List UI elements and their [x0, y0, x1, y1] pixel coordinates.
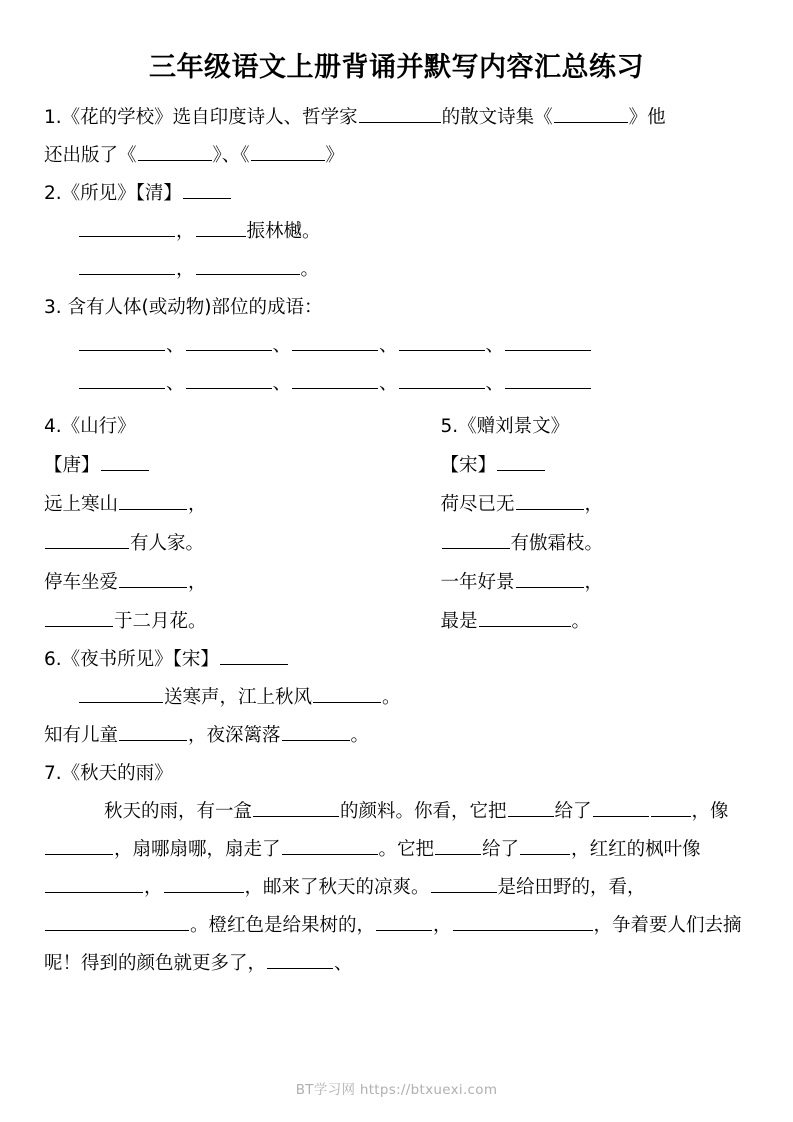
q1-text-f: 》	[325, 145, 345, 167]
q7-p2: 的颜料。你看，它把	[340, 801, 507, 823]
answer-blank[interactable]	[45, 873, 143, 893]
q4-line-4	[44, 602, 397, 641]
q7-p7: 给了	[482, 839, 520, 861]
q3-sep: 、	[485, 373, 505, 395]
q5-author: 【宋】	[440, 455, 497, 477]
q7-p1: 秋天的雨，有一盒	[104, 801, 253, 823]
answer-blank[interactable]	[435, 835, 481, 855]
q6-l1-b: 。	[382, 687, 401, 709]
q3-sep: 、	[272, 373, 292, 395]
answer-blank[interactable]	[516, 568, 584, 588]
answer-blank[interactable]	[267, 949, 333, 969]
q5-author-line	[441, 446, 750, 485]
question-6-line-1	[44, 679, 749, 717]
q5-l3-end: ，	[584, 572, 604, 594]
q2-title: 2.《所见》【清】	[44, 183, 182, 205]
q7-p9: 红红的枫叶像	[589, 839, 701, 861]
q7-p4: ，像	[691, 801, 729, 823]
q5-line-4	[441, 602, 750, 641]
answer-blank[interactable]	[79, 331, 165, 351]
question-7-body	[44, 793, 749, 983]
q5-l1-text: 荷尽已无	[440, 494, 515, 516]
answer-blank[interactable]	[196, 217, 246, 237]
q4-l4-text: 于二月花。	[114, 611, 207, 633]
answer-blank[interactable]	[164, 873, 244, 893]
q7-p6: 。它把	[378, 839, 435, 861]
answer-blank[interactable]	[251, 141, 325, 161]
q2-l2-b: 。	[300, 259, 320, 281]
answer-blank[interactable]	[376, 911, 432, 931]
answer-blank[interactable]	[79, 683, 163, 703]
answer-blank[interactable]	[516, 490, 584, 510]
answer-blank[interactable]	[313, 683, 381, 703]
answer-blank[interactable]	[79, 369, 165, 389]
answer-blank[interactable]	[505, 369, 591, 389]
q5-line-3	[441, 563, 750, 602]
q4-l2-text: 有人家。	[130, 533, 205, 555]
q1-text-b: 的散文诗集《	[441, 107, 553, 129]
q3-sep: 、	[272, 335, 292, 357]
q7-p15: ，争着要人们去摘呢！得到的颜色就更多了，	[44, 915, 742, 975]
q7-p13: 。橙红色是给果树的，	[190, 915, 376, 937]
q6-l1-a: 送寒声，江上秋风	[164, 687, 313, 709]
answer-blank[interactable]	[45, 607, 113, 627]
answer-blank[interactable]	[431, 873, 497, 893]
answer-blank[interactable]	[593, 797, 649, 817]
answer-blank[interactable]	[196, 255, 300, 275]
question-2	[44, 175, 749, 213]
q5-title: 5.《赠刘景文》	[440, 416, 570, 438]
answer-blank[interactable]	[138, 141, 212, 161]
q3-sep: 、	[166, 335, 185, 357]
q4-l1-end: ，	[188, 494, 207, 516]
answer-blank[interactable]	[399, 369, 485, 389]
answer-blank[interactable]	[101, 451, 149, 471]
answer-blank[interactable]	[253, 797, 339, 817]
q1-text-a: 1.《花的学校》选自印度诗人、哲学家	[44, 107, 358, 129]
poem-columns	[44, 407, 749, 641]
q4-author-line	[44, 446, 397, 485]
q5-l1-end: ，	[584, 494, 604, 516]
question-2-line-2	[44, 251, 749, 289]
q6-l2-b: ，夜深篱落	[188, 725, 281, 747]
q4-line-3	[44, 563, 397, 602]
answer-blank[interactable]	[292, 331, 378, 351]
answer-blank[interactable]	[186, 369, 272, 389]
answer-blank[interactable]	[442, 529, 510, 549]
q6-l2-c: 。	[350, 725, 370, 747]
question-6	[44, 641, 749, 679]
q6-title: 6.《夜书所见》【宋】	[44, 649, 219, 671]
answer-blank[interactable]	[45, 529, 129, 549]
q4-title: 4.《山行》	[44, 416, 136, 438]
question-1-cont	[44, 137, 749, 175]
q1-text-e: 》、《	[212, 145, 250, 167]
answer-blank[interactable]	[183, 179, 231, 199]
answer-blank[interactable]	[651, 797, 691, 817]
answer-blank[interactable]	[479, 607, 571, 627]
question-3-row-1	[44, 327, 749, 365]
q2-l1-b: 振林樾。	[246, 221, 321, 243]
answer-blank[interactable]	[508, 797, 554, 817]
question-3	[44, 289, 749, 327]
answer-blank[interactable]	[119, 721, 187, 741]
question-6-line-2	[44, 717, 749, 755]
q6-l2-a: 知有儿童	[44, 725, 119, 747]
q3-sep: 、	[485, 335, 505, 357]
q2-l2-a: ，	[176, 259, 195, 281]
question-3-row-2	[44, 365, 749, 403]
answer-blank[interactable]	[505, 331, 591, 351]
question-2-line-1	[44, 213, 749, 251]
q2-l1-a: ，	[176, 221, 195, 243]
q3-sep: 、	[166, 373, 185, 395]
q1-text-c: 》他	[628, 107, 666, 129]
q7-p5: ，扇哪扇哪，扇走了	[114, 839, 281, 861]
q7-title: 7.《秋天的雨》	[44, 763, 173, 785]
q7-p10: ，	[144, 877, 163, 899]
q5-l4-text: 最是	[440, 611, 478, 633]
answer-blank[interactable]	[45, 835, 113, 855]
answer-blank[interactable]	[520, 835, 570, 855]
answer-blank[interactable]	[453, 911, 593, 931]
footer-watermark: BT学习网 https://btxuexi.com	[295, 1082, 498, 1098]
q5-line-2	[441, 524, 750, 563]
answer-blank[interactable]	[554, 103, 628, 123]
q1-text-d: 还出版了《	[44, 145, 137, 167]
answer-blank[interactable]	[399, 331, 485, 351]
q5-line-1	[441, 485, 750, 524]
question-4-column	[44, 407, 397, 641]
q4-author: 【唐】	[44, 455, 100, 477]
answer-blank[interactable]	[186, 331, 272, 351]
page-title: 三年级语文上册背诵并默写内容汇总练习	[149, 52, 644, 83]
q4-l3-end: ，	[188, 572, 207, 594]
answer-blank[interactable]	[359, 103, 441, 123]
answer-blank[interactable]	[220, 645, 288, 665]
q3-title: 3. 含有人体(或动物)部位的成语：	[44, 297, 323, 319]
answer-blank[interactable]	[292, 369, 378, 389]
answer-blank[interactable]	[119, 490, 187, 510]
q3-sep: 、	[379, 335, 398, 357]
answer-blank[interactable]	[79, 217, 175, 237]
q7-p14: ，	[433, 915, 452, 937]
q7-p3: 给了	[554, 801, 592, 823]
answer-blank[interactable]	[79, 255, 175, 275]
q7-p16: 、	[334, 953, 353, 975]
q3-sep: 、	[379, 373, 398, 395]
answer-blank[interactable]	[119, 568, 187, 588]
question-7	[44, 755, 749, 793]
q5-l3-text: 一年好景	[440, 572, 515, 594]
q5-l4-end: 。	[571, 611, 591, 633]
q4-l3-text: 停车坐爱	[44, 572, 119, 594]
answer-blank[interactable]	[282, 721, 350, 741]
answer-blank[interactable]	[282, 835, 378, 855]
q7-p8: ，	[571, 839, 590, 861]
q4-line-2	[44, 524, 397, 563]
q7-p12: 是给田野的，看，	[497, 877, 646, 899]
q4-line-1	[44, 485, 397, 524]
q5-l2-text: 有傲霜枝。	[510, 533, 604, 555]
q4-l1-text: 远上寒山	[44, 494, 119, 516]
answer-blank[interactable]	[497, 451, 545, 471]
question-1	[44, 99, 749, 137]
q7-p11: ，邮来了秋天的凉爽。	[244, 877, 430, 899]
question-5-column	[397, 407, 750, 641]
answer-blank[interactable]	[45, 911, 189, 931]
